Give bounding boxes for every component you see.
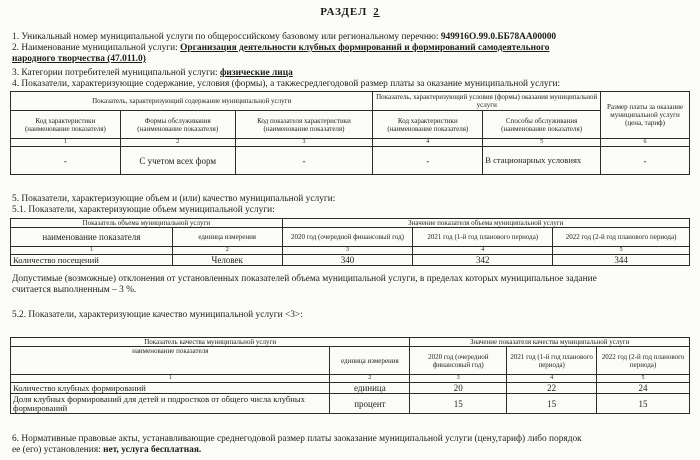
table-cell: 22	[507, 383, 597, 394]
table-cell: 15	[410, 394, 507, 414]
table-cell: 15	[507, 394, 597, 414]
consumer-category: физические лица	[219, 68, 293, 78]
col-number: 2	[120, 139, 235, 147]
item-6-label: ее (его) установления:	[12, 445, 104, 455]
col-number: 3	[235, 139, 373, 147]
table-cell: процент	[330, 394, 410, 414]
table-cell: С учетом всех форм	[120, 147, 235, 175]
col-header: Код характеристики (наименование показателя)	[11, 111, 121, 139]
table-row	[11, 147, 690, 175]
tolerance-note-cont: считается выполненным – 3 %.	[12, 285, 137, 295]
item-5: 5. Показатели, характеризующие объем и (или) качество муниципальной услуги:	[12, 194, 336, 204]
table-cell: В стационарных условиях	[483, 147, 601, 175]
col-number: 4	[507, 375, 597, 383]
col-header: 2021 год (1-й год планового периода)	[507, 347, 597, 375]
col-header: Формы обслуживания (наименование показателя)	[120, 111, 235, 139]
section-title	[0, 6, 700, 18]
col-header: 2021 год (1-й год планового периода)	[413, 228, 553, 247]
col-number: 5	[483, 139, 601, 147]
item-6-cont	[12, 445, 201, 456]
fee-answer: нет, услуга бесплатная.	[103, 445, 202, 455]
table-cell: 20	[410, 383, 507, 394]
col-number: 2	[172, 247, 282, 255]
col-number: 3	[282, 247, 413, 255]
col-number: 5	[597, 375, 690, 383]
col-number: 1	[11, 247, 173, 255]
item-3	[12, 68, 293, 79]
col-number: 1	[11, 375, 330, 383]
col-header: 2020 год (очередной финансовый год)	[282, 228, 413, 247]
service-name: Организация деятельности клубных формирований и формирований самодеятельного	[180, 43, 550, 53]
table-cell: Доля клубных формирований для детей и подростков от общего числа клубных формирований	[11, 394, 330, 414]
col-number: 2	[330, 375, 410, 383]
service-number: 949916О.99.0.ББ78АА00000	[440, 32, 557, 42]
item-4: 4. Показатели, характеризующие содержание, условия (формы), а такжесредлегодовой размер платы за оказание муниципальной услуги:	[12, 79, 561, 89]
service-name-cont: народного творчества (47.011.0)	[12, 54, 146, 64]
quality-table	[10, 337, 690, 414]
table-cell: Человек	[172, 255, 282, 266]
table-row	[11, 394, 690, 414]
item-1-label: 1. Уникальный номер муниципальной услуги по общероссийскому базовому или региональному перечню:	[12, 32, 441, 42]
content-header: Показатель, характеризующий содержание муниципальной услуги	[11, 92, 373, 111]
table-cell: единица	[330, 383, 410, 394]
volume-values-header: Значение показателя объема муниципальной услуги	[282, 219, 689, 228]
table-cell: 15	[597, 394, 690, 414]
col-number: 4	[373, 139, 483, 147]
item-2-label: 2. Наименование муниципальной услуги:	[12, 43, 181, 53]
section-label: РАЗДЕЛ	[320, 6, 368, 18]
table-cell: -	[601, 147, 690, 175]
table-cell: 344	[553, 255, 690, 266]
fee-header: Размер платы за оказание муниципальной услуги (цена, тариф)	[601, 92, 690, 139]
section-number: 2	[373, 6, 380, 18]
table-cell: -	[11, 147, 121, 175]
col-number: 6	[601, 139, 690, 147]
col-header: единица измерения	[330, 347, 410, 375]
col-header: единица измерения	[172, 228, 282, 247]
quality-indicator-header: Показатель качества муниципальной услуги	[11, 338, 410, 347]
table-cell: 342	[413, 255, 553, 266]
table-cell: Количество клубных формирований	[11, 383, 330, 394]
table-row	[11, 383, 690, 394]
conditions-header: Показатель, характеризующий условия (формы) оказания муниципальной услуги	[373, 92, 601, 111]
col-number: 3	[410, 375, 507, 383]
item-6: 6. Нормативные правовые акты, устанавливающие среднегодовой размер платы заоказание муниципальной услуги (цену,тариф) либо порядок	[12, 434, 582, 444]
col-header: Способы обслуживания (наименование показателя)	[483, 111, 601, 139]
table-row	[11, 255, 690, 266]
col-number: 5	[553, 247, 690, 255]
quality-values-header: Значение показателя качества муниципальной услуги	[410, 338, 690, 347]
tolerance-note: Допустимые (возможные) отклонения от установленных показателей объема муниципальной услуги, в пределах которых муниципальное задание	[12, 274, 597, 284]
item-2-cont	[12, 54, 146, 65]
table-cell: Количество посещений	[11, 255, 173, 266]
col-header: Код показателя характеристики (наименование показателя)	[235, 111, 373, 139]
item-2	[12, 43, 549, 54]
col-header: Код характеристики (наименование показателя)	[373, 111, 483, 139]
col-number: 1	[11, 139, 121, 147]
item-1	[12, 32, 556, 43]
col-header: 2022 год (2-й год планового периода)	[597, 347, 690, 375]
col-header: 2020 год (очередной финансовый год)	[410, 347, 507, 375]
table-cell: 340	[282, 255, 413, 266]
table-cell: 24	[597, 383, 690, 394]
volume-indicator-header: Показатель объема муниципальной услуги	[11, 219, 283, 228]
content-table	[10, 91, 690, 175]
table-cell: -	[235, 147, 373, 175]
volume-table	[10, 218, 690, 266]
item-5-2: 5.2. Показатели, характеризующие качество муниципальной услуги <3>:	[12, 310, 303, 320]
item-3-label: 3. Категории потребителей муниципальной услуги:	[12, 68, 220, 78]
item-5-1: 5.1. Показатели, характеризующие объем муниципальной услуги:	[12, 205, 275, 215]
table-cell: -	[373, 147, 483, 175]
col-header: наименование показателя	[11, 347, 330, 375]
col-header: 2022 год (2-й год планового периода)	[553, 228, 690, 247]
col-header: наименование показателя	[11, 228, 173, 247]
col-number: 4	[413, 247, 553, 255]
